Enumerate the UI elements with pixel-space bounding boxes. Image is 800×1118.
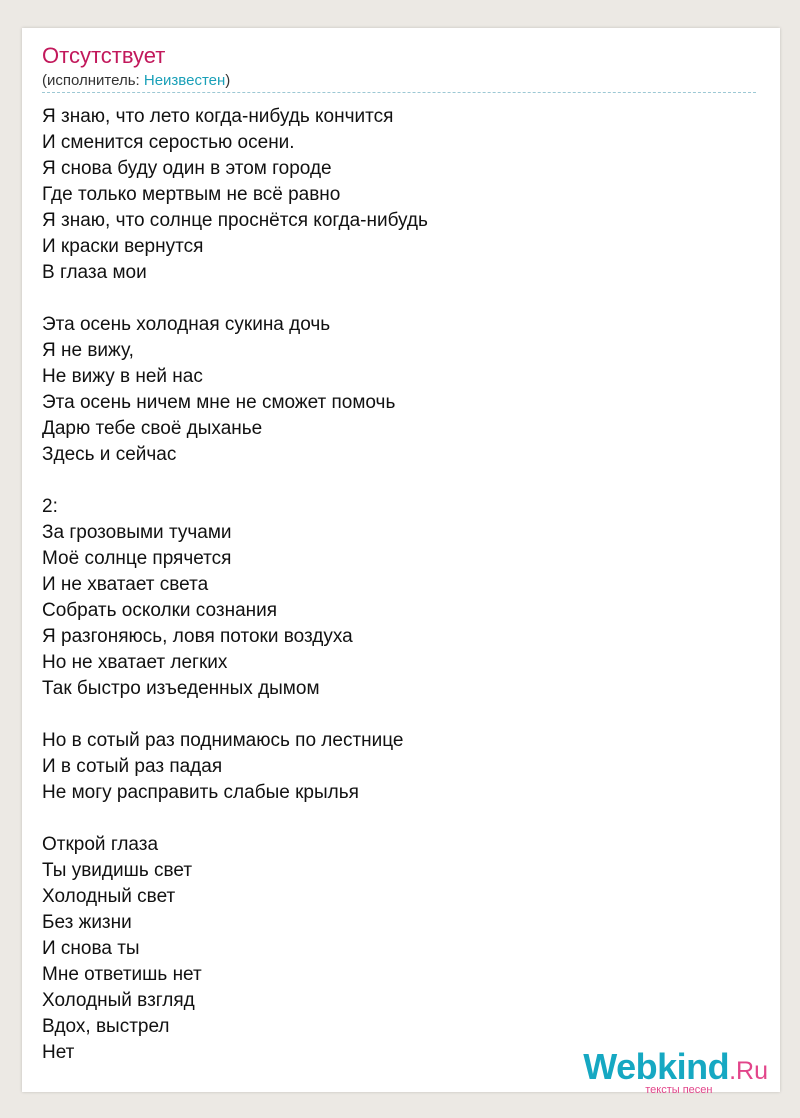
lyric-line: Холодный взгляд bbox=[42, 990, 195, 1011]
lyric-line: Не могу расправить слабые крылья bbox=[42, 782, 359, 803]
logo-suffix: .Ru bbox=[729, 1057, 768, 1085]
lyric-line: В глаза мои bbox=[42, 262, 147, 283]
lyric-line: Моё солнце прячется bbox=[42, 548, 232, 569]
lyric-line: И в сотый раз падая bbox=[42, 756, 223, 777]
site-logo[interactable] bbox=[583, 1046, 768, 1096]
header-divider bbox=[42, 92, 756, 93]
lyric-line: Открой глаза bbox=[42, 834, 159, 855]
lyric-line: Собрать осколки сознания bbox=[42, 600, 278, 621]
lyric-line: Мне ответишь нет bbox=[42, 964, 202, 985]
byline-prefix: (исполнитель: bbox=[42, 72, 144, 89]
stanza-break bbox=[42, 806, 428, 832]
stanza-break bbox=[42, 702, 428, 728]
lyric-line: И сменится серостью осени. bbox=[42, 132, 295, 153]
lyric-line: И краски вернутся bbox=[42, 236, 204, 257]
lyric-line: Дарю тебе своё дыханье bbox=[42, 418, 263, 439]
byline-suffix: ) bbox=[225, 72, 231, 89]
lyrics-text bbox=[42, 104, 428, 1066]
lyric-line: Не вижу в ней нас bbox=[42, 366, 203, 387]
lyric-line: 2: bbox=[42, 496, 58, 517]
logo-tagline: тексты песен bbox=[645, 1084, 713, 1096]
lyric-line: Так быстро изъеденных дымом bbox=[42, 678, 320, 699]
lyric-line: Где только мертвым не всё равно bbox=[42, 184, 341, 205]
artist-link[interactable]: Неизвестен bbox=[143, 72, 226, 89]
lyric-line: И не хватает света bbox=[42, 574, 209, 595]
lyric-line: Вдох, выстрел bbox=[42, 1016, 170, 1037]
artist-byline bbox=[42, 72, 230, 90]
lyric-line: Я разгоняюсь, ловя потоки воздуха bbox=[42, 626, 353, 647]
logo-main-text: Webkind bbox=[583, 1046, 730, 1087]
lyric-line: Но не хватает легких bbox=[42, 652, 228, 673]
lyric-line: Без жизни bbox=[42, 912, 132, 933]
lyric-line: Здесь и сейчас bbox=[42, 444, 177, 465]
lyric-line: Нет bbox=[42, 1042, 75, 1063]
stanza-break bbox=[42, 286, 428, 312]
lyrics-page bbox=[22, 28, 780, 1096]
lyric-line: Но в сотый раз поднимаюсь по лестнице bbox=[42, 730, 404, 751]
lyric-line: Ты увидишь свет bbox=[42, 860, 193, 881]
lyric-line: Холодный свет bbox=[42, 886, 176, 907]
lyric-line: За грозовыми тучами bbox=[42, 522, 232, 543]
lyric-line: И снова ты bbox=[42, 938, 140, 959]
lyric-line: Я не вижу, bbox=[42, 340, 134, 361]
lyric-line: Эта осень холодная сукина дочь bbox=[42, 314, 331, 335]
song-title: Отсутствует bbox=[42, 43, 166, 68]
stanza-break bbox=[42, 468, 428, 494]
lyric-line: Я знаю, что солнце проснётся когда-нибудь bbox=[42, 210, 428, 231]
lyric-line: Я снова буду один в этом городе bbox=[42, 158, 332, 179]
lyric-line: Я знаю, что лето когда-нибудь кончится bbox=[42, 106, 394, 127]
lyric-line: Эта осень ничем мне не сможет помочь bbox=[42, 392, 396, 413]
